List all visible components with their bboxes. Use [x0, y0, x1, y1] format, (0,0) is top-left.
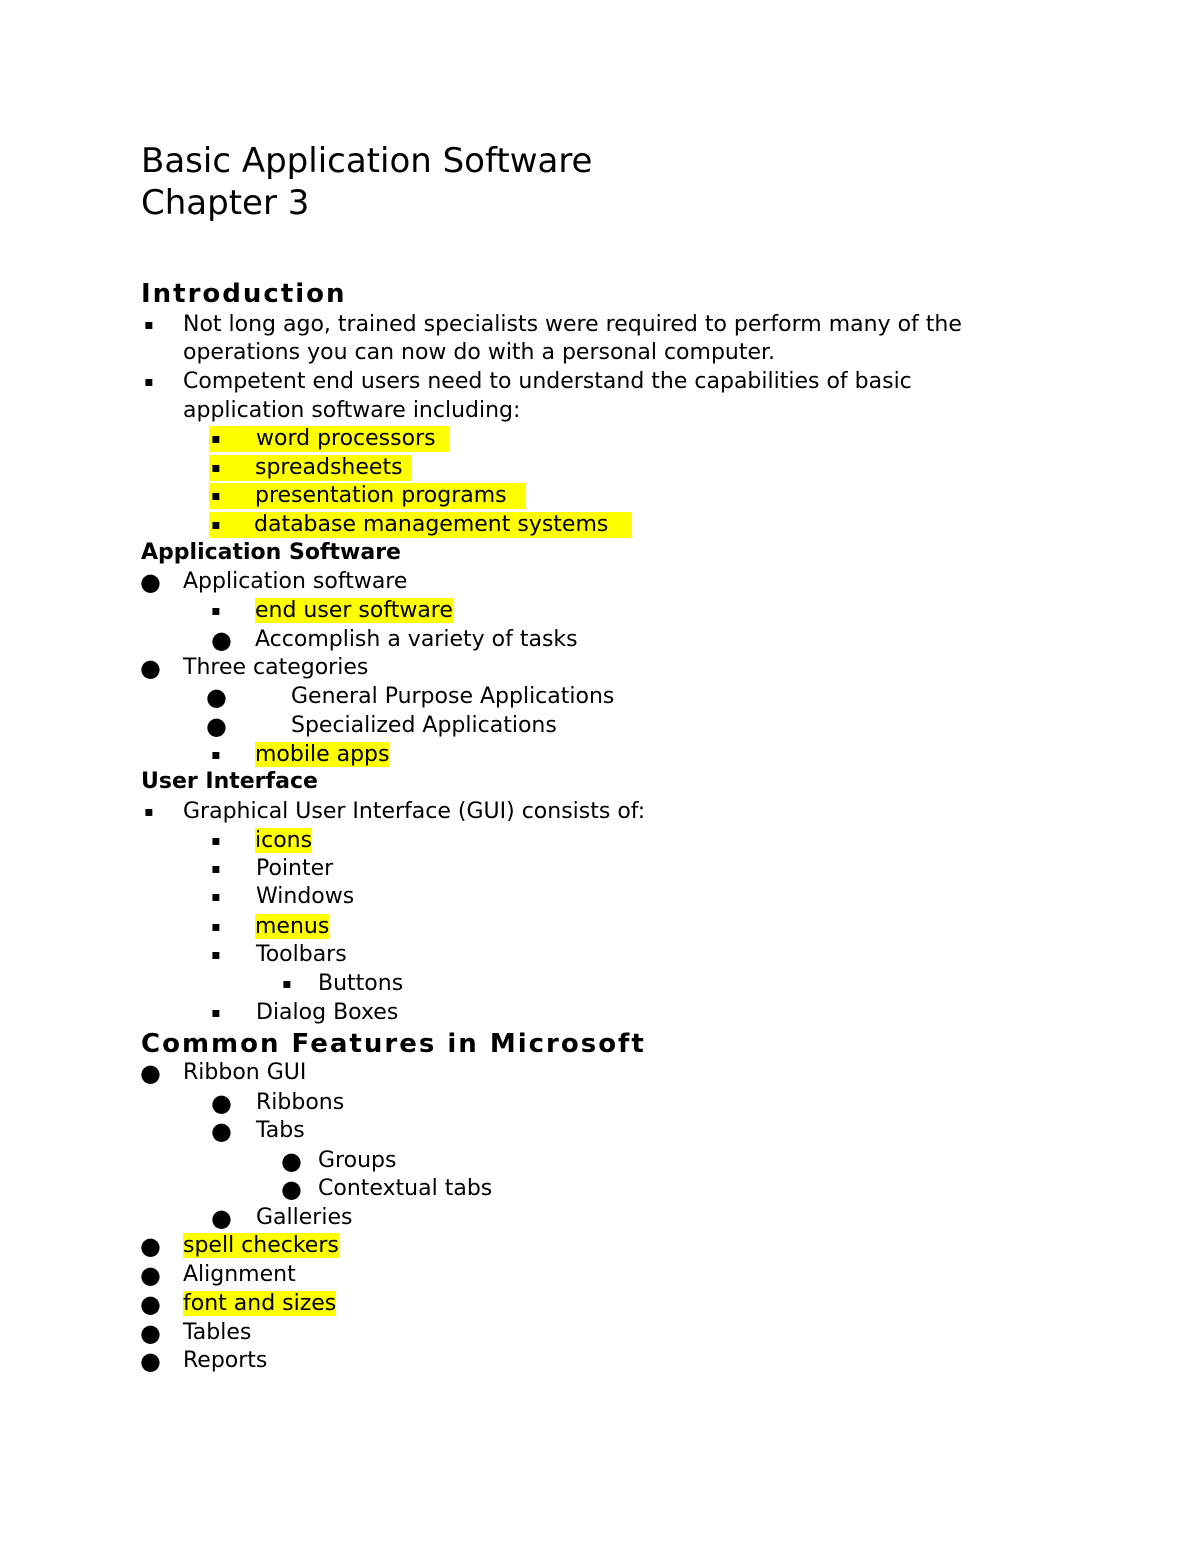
list-item: Reports: [183, 1348, 268, 1373]
highlight-text: icons: [255, 828, 313, 853]
highlighted-list-item: [255, 597, 453, 625]
section-heading-application-software: Application Software: [141, 540, 401, 565]
square-bullet-icon: ▪: [211, 488, 221, 504]
square-bullet-icon: ▪: [211, 861, 221, 877]
list-item: Accomplish a variety of tasks: [255, 627, 578, 652]
list-item: Ribbons: [256, 1090, 345, 1115]
round-bullet-icon: ●: [211, 1204, 232, 1232]
highlighted-list-item: [255, 741, 389, 769]
round-bullet-icon: ●: [281, 1147, 302, 1175]
round-bullet-icon: ●: [211, 626, 232, 654]
round-bullet-icon: ●: [211, 1117, 232, 1145]
square-bullet-icon: ▪: [144, 317, 154, 333]
list-item: Competent end users need to understand the capabilities of basic: [183, 369, 912, 394]
round-bullet-icon: ●: [206, 683, 227, 711]
list-item: Windows: [256, 884, 355, 909]
highlighted-list-item: spreadsheets: [255, 455, 403, 480]
round-bullet-icon: ●: [140, 1347, 161, 1375]
round-bullet-icon: ●: [140, 1059, 161, 1087]
highlight-text: font and sizes: [183, 1291, 337, 1316]
round-bullet-icon: ●: [140, 1290, 161, 1318]
round-bullet-icon: ●: [140, 1261, 161, 1289]
highlighted-list-item: presentation programs: [255, 483, 507, 508]
list-item: Groups: [318, 1148, 397, 1173]
highlighted-list-item: [183, 1290, 336, 1318]
round-bullet-icon: ●: [140, 568, 161, 596]
square-bullet-icon: ▪: [211, 947, 221, 963]
section-heading-introduction: Introduction: [141, 279, 347, 309]
square-bullet-icon: ▪: [211, 889, 221, 905]
square-bullet-icon: ▪: [144, 374, 154, 390]
square-bullet-icon: ▪: [144, 804, 154, 820]
highlighted-list-item: [255, 913, 329, 941]
chapter-label: Chapter 3: [141, 183, 310, 223]
highlighted-list-item: database management systems: [254, 512, 609, 537]
square-bullet-icon: ▪: [211, 1005, 221, 1021]
round-bullet-icon: ●: [281, 1175, 302, 1203]
highlighted-list-item: word processors: [256, 426, 436, 451]
square-bullet-icon: ▪: [211, 833, 221, 849]
list-item-continuation: operations you can now do with a personal computer.: [183, 340, 776, 365]
list-item: Pointer: [256, 856, 334, 881]
list-item: Specialized Applications: [291, 713, 557, 738]
list-item: Three categories: [183, 655, 369, 680]
square-bullet-icon: ▪: [211, 460, 221, 476]
list-item: Tabs: [256, 1118, 305, 1143]
highlighted-list-item: [183, 1232, 339, 1260]
list-item: Toolbars: [256, 942, 347, 967]
highlight-text: end user software: [255, 598, 453, 623]
list-item: Buttons: [318, 971, 404, 996]
section-heading-common-features: Common Features in Microsoft: [141, 1029, 646, 1059]
list-item: Application software: [183, 569, 408, 594]
list-item: General Purpose Applications: [291, 684, 615, 709]
section-heading-user-interface: User Interface: [141, 769, 318, 794]
list-item-continuation: application software including:: [183, 398, 521, 423]
highlight-text: spell checkers: [183, 1233, 339, 1258]
highlight-text: mobile apps: [255, 742, 390, 767]
square-bullet-icon: ▪: [211, 603, 221, 619]
round-bullet-icon: ●: [140, 654, 161, 682]
round-bullet-icon: ●: [140, 1232, 161, 1260]
round-bullet-icon: ●: [211, 1089, 232, 1117]
round-bullet-icon: ●: [140, 1319, 161, 1347]
list-item: Graphical User Interface (GUI) consists of:: [183, 799, 646, 824]
square-bullet-icon: ▪: [211, 517, 221, 533]
square-bullet-icon: ▪: [282, 976, 292, 992]
highlighted-list-item: [255, 827, 312, 855]
square-bullet-icon: ▪: [211, 919, 221, 935]
highlight-text: menus: [255, 914, 330, 939]
list-item: Contextual tabs: [318, 1176, 493, 1201]
list-item: Ribbon GUI: [183, 1060, 307, 1085]
list-item: Alignment: [183, 1262, 296, 1287]
square-bullet-icon: ▪: [211, 747, 221, 763]
square-bullet-icon: ▪: [211, 431, 221, 447]
list-item: Galleries: [256, 1205, 353, 1230]
list-item: Dialog Boxes: [256, 1000, 399, 1025]
list-item: Not long ago, trained specialists were required to perform many of the: [183, 312, 962, 337]
round-bullet-icon: ●: [206, 712, 227, 740]
list-item: Tables: [183, 1320, 252, 1345]
document-title: Basic Application Software: [141, 141, 593, 181]
